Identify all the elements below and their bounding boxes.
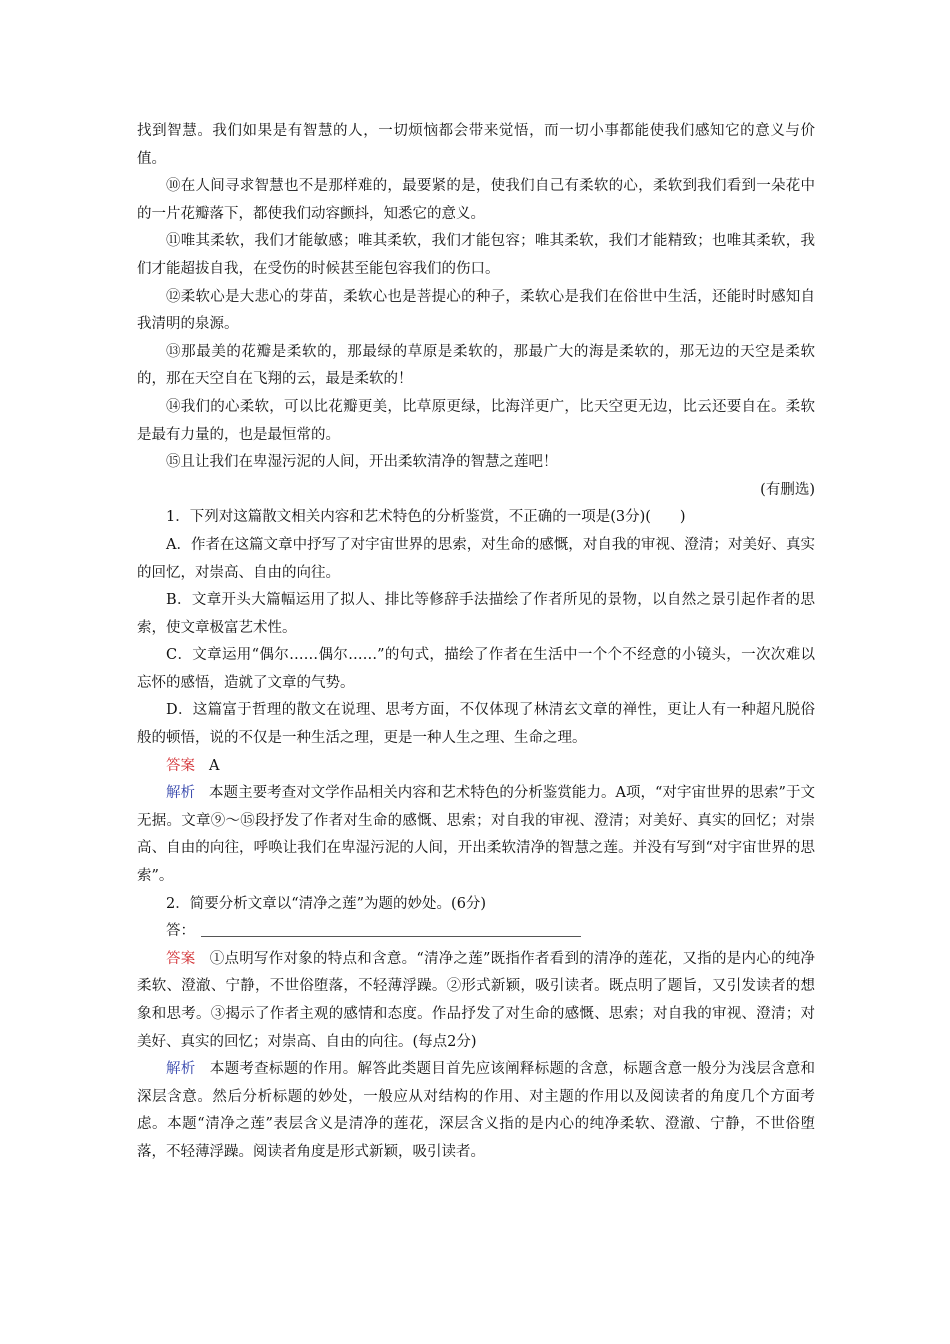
analysis-tag: 解析 — [166, 785, 196, 802]
passage-paragraph-14: ⑭我们的心柔软，可以比花瓣更美，比草原更绿，比海洋更广，比天空更无边，比云还要自在。柔软是最有力量的，也是最恒常的。 — [137, 398, 815, 443]
document-page — [137, 118, 815, 1167]
passage-continuation: 找到智慧。我们如果是有智慧的人，一切烦恼都会带来觉悟，而一切小事都能使我们感知它的意义与价值。 — [137, 123, 815, 167]
passage-paragraph-10: ⑩在人间寻求智慧也不是那样难的，最要紧的是，使我们自己有柔软的心，柔软到我们看到一朵花中的一片花瓣落下，都使我们动容颤抖，知悉它的意义。 — [137, 178, 815, 222]
question-1-answer — [137, 753, 815, 781]
passage-paragraph-15: ⑮且让我们在卑湿污泥的人间，开出柔软清净的智慧之莲吧！ — [166, 454, 558, 471]
question-1-option-b: B．文章开头大篇幅运用了拟人、排比等修辞手法描绘了作者所见的景物，以自然之景引起作者的思索，使文章极富艺术性。 — [137, 592, 815, 636]
answer-text: ①点明写作对象的特点和含意。“清净之莲”既指作者看到的清净的莲花，又指的是内心的纯净柔软、澄澈、宁静，不世俗堕落，不轻薄浮躁。②形式新颖，吸引读者。既点明了题旨，又引发读者的想象和思考。③揭示了作者主观的感情和态度。作品抒发了对生命的感慨、思索；对自我的审视、澄清；对美好、真实的回忆；对崇高、自由的向往。(每点2分) — [137, 950, 816, 1050]
answer-prompt-label: 答： — [166, 923, 195, 940]
question-1-analysis — [137, 780, 815, 890]
passage-paragraph-12: ⑫柔软心是大悲心的芽苗，柔软心也是菩提心的种子，柔软心是我们在俗世中生活，还能时时感知自我清明的泉源。 — [137, 288, 815, 333]
answer-tag: 答案 — [166, 757, 195, 774]
analysis-tag: 解析 — [166, 1061, 196, 1078]
answer-tag: 答案 — [166, 950, 196, 967]
answer-blank-line[interactable] — [201, 920, 581, 937]
question-2-answer-prompt — [137, 918, 815, 946]
passage-paragraph-13: ⑬那最美的花瓣是柔软的，那最绿的草原是柔软的，那最广大的海是柔软的，那无边的天空是柔软的，那在天空自在飞翔的云，最是柔软的！ — [137, 343, 815, 388]
answer-value: A — [209, 757, 220, 774]
question-1-stem: 1．下列对这篇散文相关内容和艺术特色的分析鉴赏，不正确的一项是(3分)( ) — [166, 509, 686, 526]
question-1-option-c: C．文章运用“偶尔……偶尔……”的句式，描绘了作者在生活中一个个不经意的小镜头，一次次难以忘怀的感悟，造就了文章的气势。 — [137, 647, 815, 691]
source-note: (有删选) — [760, 481, 815, 498]
question-2-stem: 2．简要分析文章以“清净之莲”为题的妙处。(6分) — [166, 895, 487, 912]
question-2-answer — [137, 946, 815, 1056]
analysis-text: 本题考查标题的作用。解答此类题目首先应该阐释标题的含意，标题含意一般分为浅层含意和深层含意。然后分析标题的妙处，一般应从对结构的作用、对主题的作用以及阅读者的角度几个方面考虑。本题“清净之莲”表层含义是清净的莲花，深层含义指的是内心的纯净柔软、澄澈、宁静，不世俗堕落，不轻薄浮躁。阅读者角度是形式新颖，吸引读者。 — [137, 1061, 816, 1160]
question-2-analysis — [137, 1056, 815, 1166]
question-1-option-d: D．这篇富于哲理的散文在说理、思考方面，不仅体现了林清玄文章的禅性，更让人有一种超凡脱俗般的顿悟，说的不仅是一种生活之理，更是一种人生之理、生命之理。 — [137, 702, 815, 747]
passage-paragraph-11: ⑪唯其柔软，我们才能敏感；唯其柔软，我们才能包容；唯其柔软，我们才能精致；也唯其柔软，我们才能超拔自我，在受伤的时候甚至能包容我们的伤口。 — [137, 233, 815, 277]
question-1-option-a: A．作者在这篇文章中抒写了对宇宙世界的思索，对生命的感慨，对自我的审视、澄清；对美好、真实的回忆，对崇高、自由的向往。 — [137, 536, 815, 581]
analysis-text: 本题主要考查对文学作品相关内容和艺术特色的分析鉴赏能力。A项，“对宇宙世界的思索”于文无据。文章⑨～⑮段抒发了作者对生命的感慨、思索；对自我的审视、澄清；对美好、真实的回忆；对崇高、自由的向往，呼唤让我们在卑湿污泥的人间，开出柔软清净的智慧之莲。并没有写到“对宇宙世界的思索”。 — [137, 785, 815, 885]
